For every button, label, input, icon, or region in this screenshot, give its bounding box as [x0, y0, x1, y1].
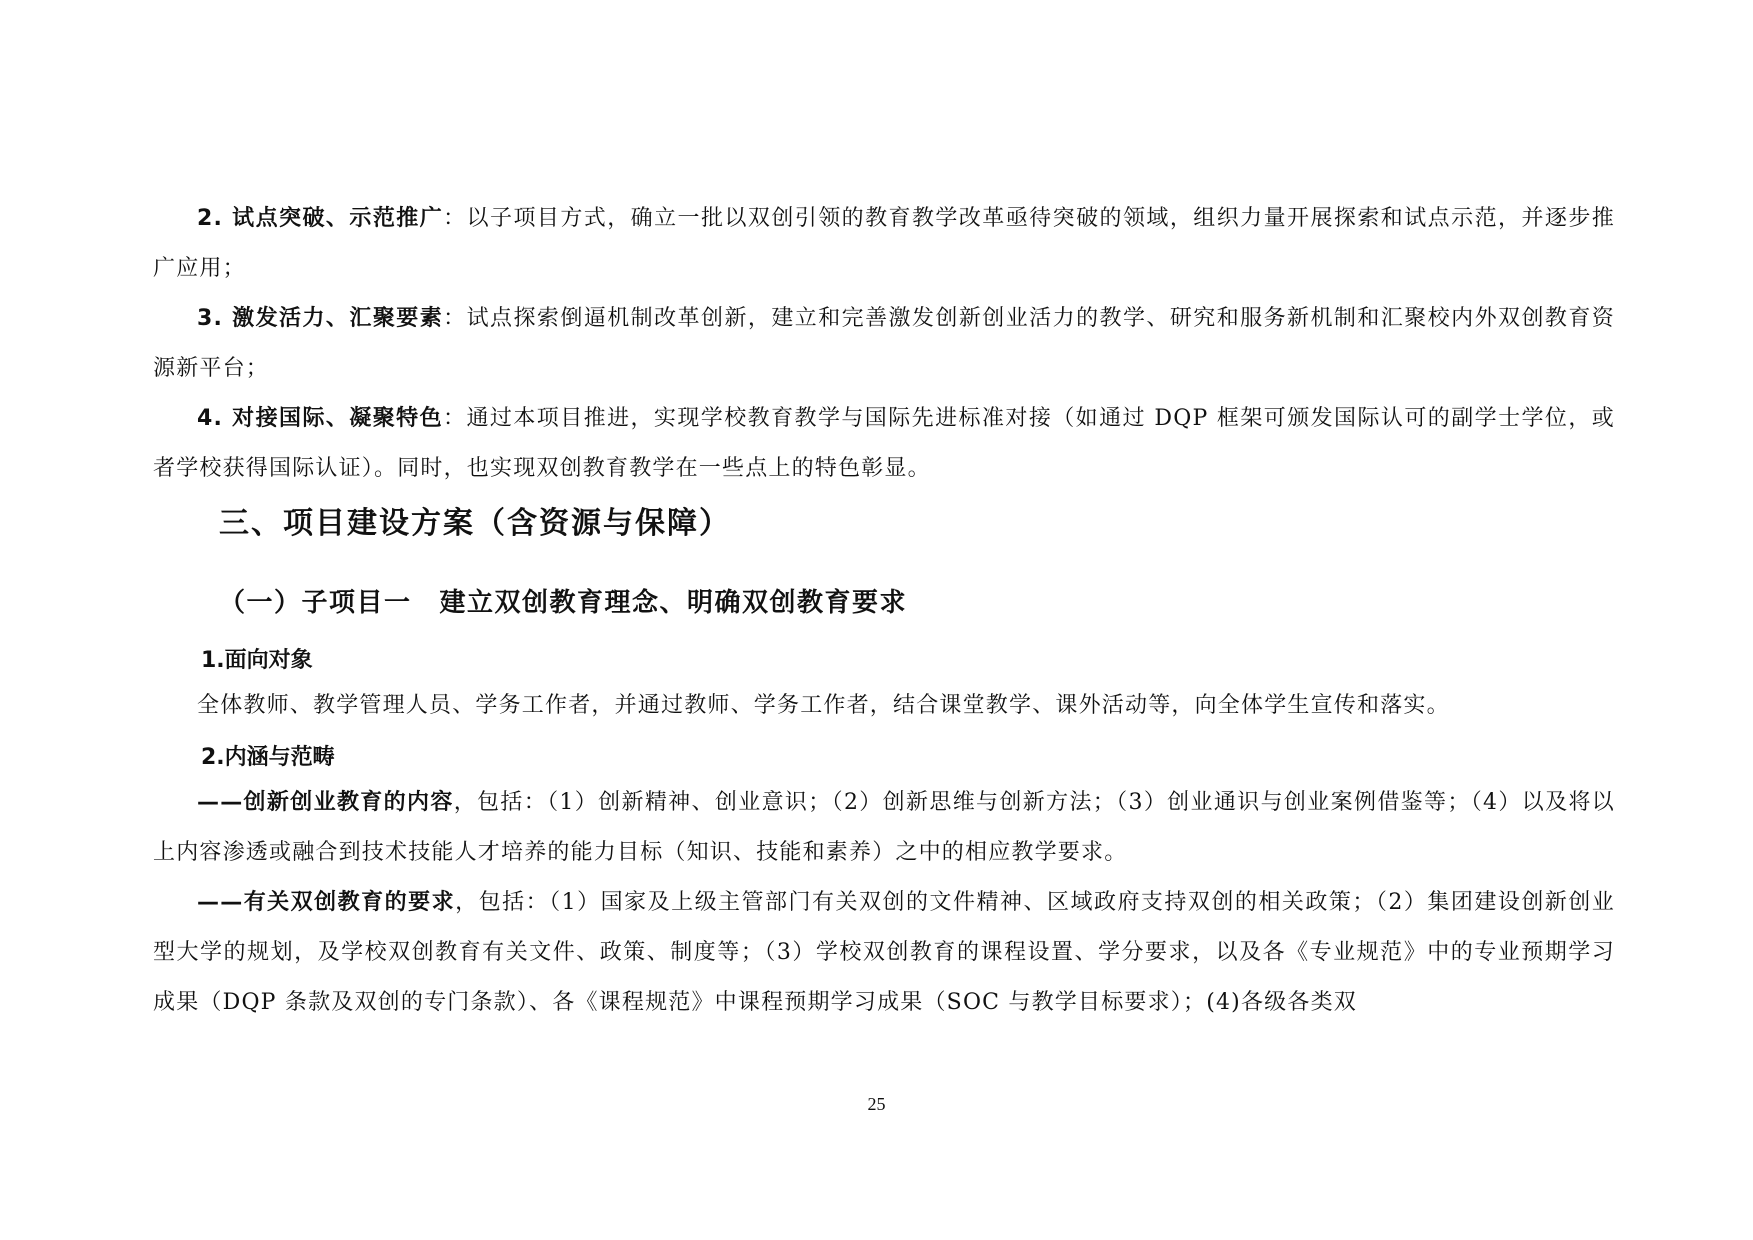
subsection-number: （一）子项目一: [219, 588, 412, 618]
section-heading: 三、项目建设方案（含资源与保障）: [219, 506, 731, 541]
paragraph-text: ：试点探索倒逼机制改革创新，建立和完善激发创新创业活力的教学、研究和服务新机制和汇聚校内外双创教育资源新平台；: [153, 306, 1615, 381]
paragraph-lead: 3. 激发活力、汇聚要素: [197, 306, 444, 331]
item1-text: 全体教师、教学管理人员、学务工作者，并通过教师、学务工作者，结合课堂教学、课外活动等，向全体学生宣传和落实。: [197, 693, 1450, 718]
paragraph-lead: 2. 试点突破、示范推广: [197, 206, 444, 231]
item2-heading: 2.内涵与范畴: [201, 745, 335, 770]
paragraph-international: [153, 394, 1615, 494]
item1-body: [153, 681, 1615, 731]
paragraph-text: ，包括：（1）创新精神、创业意识；（2）创新思维与创新方法；（3）创业通识与创业案例借鉴等；（4）以及将以上内容渗透或融合到技术技能人才培养的能力目标（知识、技能和素养）之中的相应教学要求。: [153, 790, 1615, 865]
paragraph-lead: ——有关双创教育的要求: [197, 890, 456, 915]
paragraph-text: ，包括：（1）国家及上级主管部门有关双创的文件精神、区域政府支持双创的相关政策；（2）集团建设创新创业型大学的规划，及学校双创教育有关文件、政策、制度等；（3）学校双创教育的课程设置、学分要求，以及各《专业规范》中的专业预期学习成果（DQP 条款及双创的专门条款）、各《课程规范》中课程预期学习成果（SOC 与教学目标要求）；(4)各级各类双: [153, 890, 1615, 1015]
paragraph-content: [153, 778, 1615, 878]
paragraph-pilot-breakthrough: [153, 194, 1615, 294]
page-number: 25: [867, 1094, 886, 1114]
top-paragraphs: [153, 194, 1615, 494]
paragraph-text: ：通过本项目推进，实现学校教育教学与国际先进标准对接（如通过 DQP 框架可颁发国际认可的副学士学位，或者学校获得国际认证）。同时，也实现双创教育教学在一些点上的特色彰显。: [153, 406, 1615, 481]
subsection-heading: [219, 582, 907, 619]
paragraph-text: ：以子项目方式，确立一批以双创引领的教育教学改革亟待突破的领域，组织力量开展探索和试点示范，并逐步推广应用；: [153, 206, 1615, 281]
paragraph-lead: ——创新创业教育的内容: [197, 790, 454, 815]
paragraph-stimulate-vitality: [153, 294, 1615, 394]
paragraph-lead: 4. 对接国际、凝聚特色: [197, 406, 444, 431]
item2-body: [153, 778, 1615, 1028]
item1-heading: 1.面向对象: [201, 648, 313, 673]
paragraph-requirements: [153, 878, 1615, 1028]
subsection-title: 建立双创教育理念、明确双创教育要求: [439, 588, 908, 618]
